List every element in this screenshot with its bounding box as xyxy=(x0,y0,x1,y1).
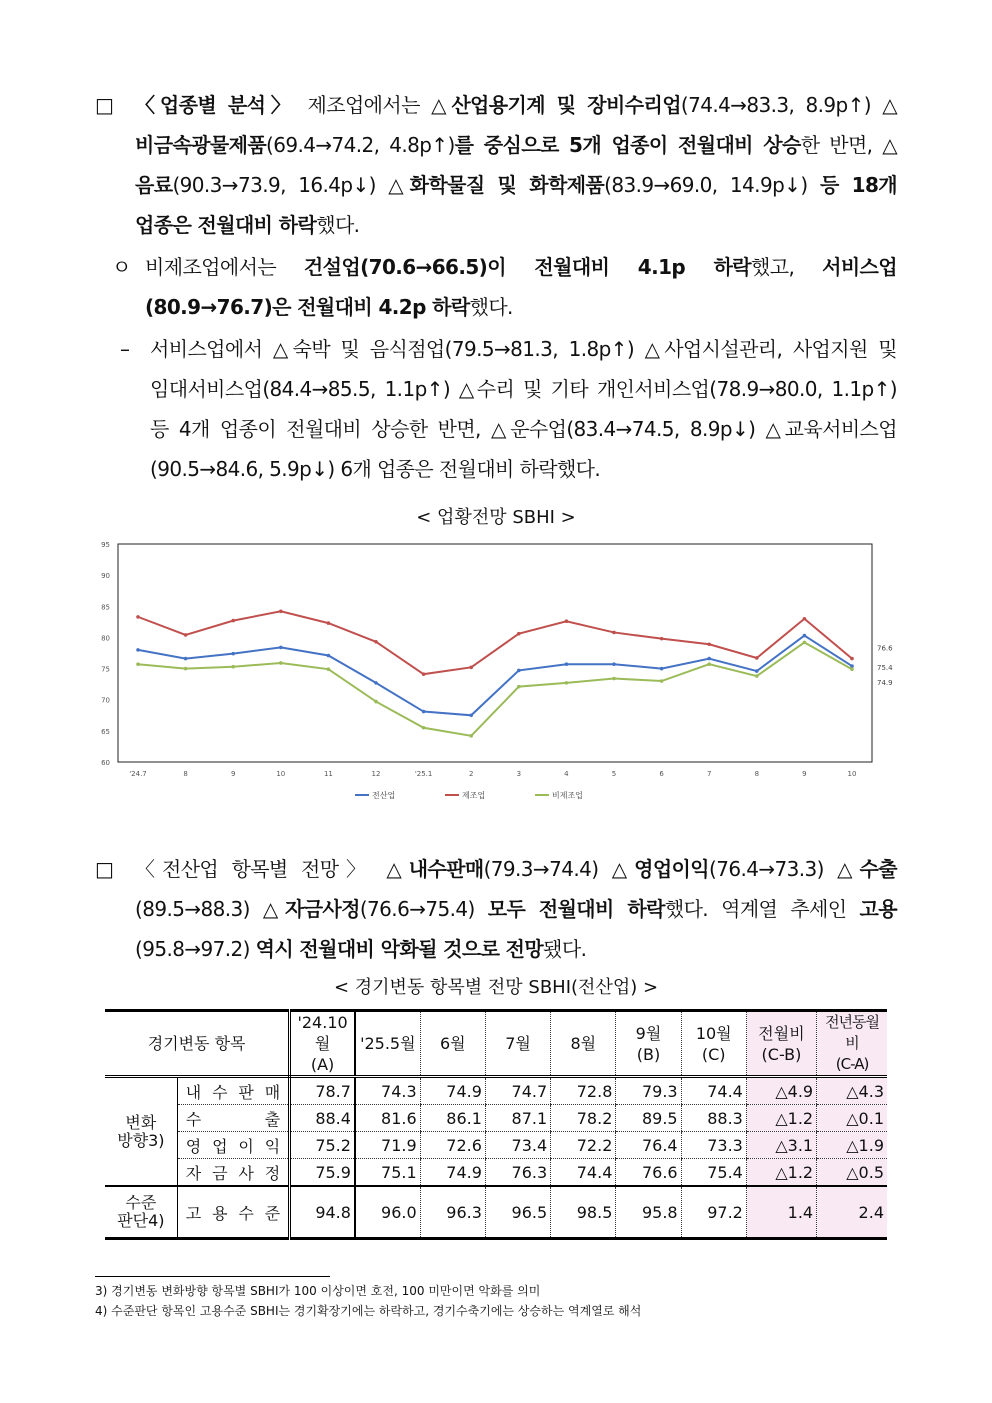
y-tick-label: 85 xyxy=(101,603,110,612)
text-run: (74.4→83.3, 8.9p↑) xyxy=(680,93,883,117)
data-point xyxy=(136,662,140,666)
data-point xyxy=(803,634,807,638)
industry-analysis-block xyxy=(95,85,897,245)
cell-value: 81.6 xyxy=(355,1105,420,1132)
text-run: △산업용기계 및 장비수리업 xyxy=(431,93,681,117)
text-run: 모두 전월대비 하락 xyxy=(487,897,665,921)
data-point xyxy=(612,631,616,635)
text-run: 역시 전월대비 악화될 것으로 전망 xyxy=(255,937,544,961)
text-run: △자금사정 xyxy=(262,897,360,921)
text-run: 한 반면, xyxy=(800,133,883,157)
cell-value: 71.9 xyxy=(355,1132,420,1159)
data-point xyxy=(374,640,378,644)
text-run: △음료 xyxy=(135,133,897,197)
text-run: (83.9→69.0, 14.9p↓) xyxy=(604,173,820,197)
cell-value: 73.4 xyxy=(485,1132,550,1159)
x-tick-label: 4 xyxy=(564,770,569,778)
table-row xyxy=(105,1186,887,1239)
cell-value: 86.1 xyxy=(420,1105,485,1132)
cell-value: 74.4 xyxy=(551,1159,616,1187)
x-tick-label: 8 xyxy=(754,770,760,778)
text-run: 건설업(70.6→66.5)이 전월대비 4.1p 하락 xyxy=(303,255,752,279)
y-tick-label: 75 xyxy=(101,665,110,674)
cell-value: 72.2 xyxy=(551,1132,616,1159)
column-header: 9월 (B) xyxy=(616,1011,681,1077)
data-point xyxy=(469,666,473,670)
data-point xyxy=(660,679,664,683)
cell-value: 74.4 xyxy=(681,1077,746,1105)
cell-value: 75.4 xyxy=(681,1159,746,1187)
header-row xyxy=(105,1011,887,1077)
cell-value: 75.9 xyxy=(290,1159,355,1187)
x-tick-label: 7 xyxy=(706,770,712,778)
cell-value: 74.3 xyxy=(355,1077,420,1105)
text-run: 했다. xyxy=(469,295,513,319)
data-point xyxy=(660,637,664,641)
data-point xyxy=(374,681,378,685)
data-point xyxy=(755,674,759,678)
data-point xyxy=(231,652,235,656)
data-point xyxy=(612,677,616,681)
x-tick-label: 10 xyxy=(847,770,857,778)
cell-value: 76.3 xyxy=(485,1159,550,1187)
data-point xyxy=(136,648,140,652)
non-manufacturing-block xyxy=(95,247,897,327)
cell-value: 94.8 xyxy=(290,1186,355,1239)
text-run: 등 18개 업종은 전월대비 하락 xyxy=(135,173,898,237)
group-label: 수준 판단4) xyxy=(105,1186,177,1239)
x-tick-label: '25.1 xyxy=(414,770,433,778)
data-point xyxy=(184,657,188,661)
cell-value: 96.3 xyxy=(420,1186,485,1239)
item-label: 내 수 판 매 xyxy=(177,1077,289,1105)
cell-value: △3.1 xyxy=(746,1132,816,1159)
x-tick-label: 6 xyxy=(659,770,664,778)
legend-label: 제조업 xyxy=(462,791,486,800)
data-point xyxy=(707,657,711,661)
table-row xyxy=(105,1077,887,1105)
data-point xyxy=(327,654,331,658)
text-run: (76.4→73.3) xyxy=(709,857,838,881)
y-tick-label: 80 xyxy=(101,634,110,643)
data-point xyxy=(565,662,569,666)
footnote-divider xyxy=(95,1276,330,1277)
text-run: (76.6→75.4) xyxy=(359,897,488,921)
bullet: – xyxy=(120,337,130,361)
x-tick-label: 8 xyxy=(183,770,188,778)
text-run: 〈전산업 항목별 전망〉 xyxy=(135,857,387,881)
end-data-label: 75.4 xyxy=(877,664,893,673)
data-point xyxy=(231,619,235,623)
services-block xyxy=(95,329,897,489)
cell-value: △0.5 xyxy=(817,1159,887,1187)
cell-value: 97.2 xyxy=(681,1186,746,1239)
column-header: '25.5월 xyxy=(355,1011,420,1077)
data-point xyxy=(565,619,569,623)
cell-value: 72.6 xyxy=(420,1132,485,1159)
data-point xyxy=(517,669,521,673)
cell-value: 1.4 xyxy=(746,1186,816,1239)
footnote-4: 4) 수준판단 항목인 고용수준 SBHI는 경기확장기에는 하락하고, 경기수축기에는 상승하는 역계열로 해석 xyxy=(95,1304,642,1318)
data-point xyxy=(850,667,854,671)
cell-value: 76.4 xyxy=(616,1132,681,1159)
cell-value: 96.0 xyxy=(355,1186,420,1239)
cell-value: 88.4 xyxy=(290,1105,355,1132)
x-tick-label: 5 xyxy=(611,770,617,778)
data-point xyxy=(184,667,188,671)
data-point xyxy=(279,661,283,665)
series-line-전산업 xyxy=(138,636,852,716)
industry-analysis-paragraph xyxy=(135,85,897,245)
cell-value: 87.1 xyxy=(485,1105,550,1132)
end-data-label: 76.6 xyxy=(877,644,893,653)
text-run: 제조업에서는 xyxy=(307,93,432,117)
y-tick-label: 65 xyxy=(101,727,110,736)
cell-value: △0.1 xyxy=(817,1105,887,1132)
cell-value: 79.3 xyxy=(616,1077,681,1105)
data-point xyxy=(755,669,759,673)
services-paragraph xyxy=(150,329,897,489)
sbhi-item-table xyxy=(105,1009,887,1240)
text-run: 를 중심으로 5개 업종이 전월대비 상승 xyxy=(454,133,801,157)
y-tick-label: 90 xyxy=(101,572,110,581)
data-point xyxy=(374,700,378,704)
cell-value: 76.6 xyxy=(616,1159,681,1187)
data-point xyxy=(850,657,854,661)
x-tick-label: 10 xyxy=(276,770,286,778)
table-caption: < 경기변동 항목별 전망 SBHI(전산업) > xyxy=(333,977,659,998)
data-point xyxy=(422,726,426,730)
text-run: 했고, xyxy=(751,255,823,279)
x-tick-label: 9 xyxy=(802,770,807,778)
cell-value: 75.2 xyxy=(290,1132,355,1159)
x-tick-label: 11 xyxy=(323,770,333,778)
text-run: 비제조업에서는 xyxy=(145,255,304,279)
data-point xyxy=(612,662,616,666)
data-point xyxy=(803,641,807,645)
footnote-3: 3) 경기변동 변화방향 항목별 SBHI가 100 이상이면 호전, 100 미만이면 악화를 의미 xyxy=(95,1284,541,1298)
column-header: 전월비 (C-B) xyxy=(746,1011,816,1077)
item-label: 수 출 xyxy=(177,1105,289,1132)
text-run: △수출 xyxy=(837,857,897,881)
table-row xyxy=(105,1105,887,1132)
text-run: 했다. xyxy=(316,213,360,237)
data-point xyxy=(422,672,426,676)
data-point xyxy=(517,685,521,689)
text-run: △화학물질 및 화학제품 xyxy=(388,173,605,197)
cell-value: 73.3 xyxy=(681,1132,746,1159)
column-header: 전년동월비 (C-A) xyxy=(817,1011,887,1077)
item-label: 고 용 수 준 xyxy=(177,1186,289,1239)
text-run: (69.4→74.2, 4.8p↑) xyxy=(266,133,455,157)
cell-value: 78.7 xyxy=(290,1077,355,1105)
text-run: 됐다. xyxy=(543,937,587,961)
data-point xyxy=(517,632,521,636)
cell-value: △1.2 xyxy=(746,1105,816,1132)
text-run: 서비스업에서 △숙박 및 음식점업(79.5→81.3, 1.8p↑) △사업시설관리, 사업지원 및 임대서비스업(84.4→85.5, 1.1p↑) △수리 및 기타 개인서비스업(78.9→80.0, 1.1p↑) 등 4개 업종이 전월대비 상승한 반면, △운수업(83.4→74.5, 8.9p↓) △교육서비스업(90.5→84.6, 5.9p↓) 6개 업종은 전월대비 하락했다. xyxy=(150,337,897,481)
legend-label: 전산업 xyxy=(372,791,396,800)
cell-value: 74.7 xyxy=(485,1077,550,1105)
bullet: ㅇ xyxy=(112,255,132,279)
bullet: □ xyxy=(95,857,114,881)
cell-value: 74.9 xyxy=(420,1159,485,1187)
legend-label: 비제조업 xyxy=(552,791,583,800)
text-run: 〈업종별 분석〉 xyxy=(135,93,308,117)
cell-value: 78.2 xyxy=(551,1105,616,1132)
y-tick-label: 95 xyxy=(101,541,110,549)
data-point xyxy=(469,713,473,717)
data-point xyxy=(707,642,711,646)
sbhi-line-chart xyxy=(90,537,902,809)
data-point xyxy=(279,609,283,613)
x-tick-label: '24.7 xyxy=(129,770,147,778)
data-point xyxy=(565,681,569,685)
cell-value: △4.9 xyxy=(746,1077,816,1105)
group-label: 변화 방향3) xyxy=(105,1077,177,1187)
cell-value: 88.3 xyxy=(681,1105,746,1132)
text-run: (90.3→73.9, 16.4p↓) xyxy=(172,173,389,197)
data-point xyxy=(279,646,283,650)
text-run: (79.3→74.4) xyxy=(483,857,612,881)
x-tick-label: 9 xyxy=(230,770,236,778)
column-header: 8월 xyxy=(551,1011,616,1077)
text-run: (95.8→97.2) xyxy=(135,937,256,961)
data-point xyxy=(136,615,140,619)
text-run: (89.5→88.3) xyxy=(135,897,263,921)
cell-value: 2.4 xyxy=(817,1186,887,1239)
text-run: △내수판매 xyxy=(386,857,484,881)
data-point xyxy=(803,617,807,621)
cell-value: △1.2 xyxy=(746,1159,816,1187)
non-manufacturing-paragraph xyxy=(145,247,897,327)
text-run: 서비스업(80.9→76.7)은 전월대비 4.2p 하락 xyxy=(145,255,897,319)
data-point xyxy=(422,710,426,714)
data-point xyxy=(707,662,711,666)
data-point xyxy=(469,734,473,738)
cell-value: 72.8 xyxy=(551,1077,616,1105)
text-run: △영업이익 xyxy=(611,857,709,881)
y-tick-label: 70 xyxy=(101,696,110,705)
y-tick-label: 60 xyxy=(101,759,110,767)
cell-value: 98.5 xyxy=(551,1186,616,1239)
series-line-제조업 xyxy=(138,611,852,674)
end-data-label: 74.9 xyxy=(877,679,893,688)
data-point xyxy=(327,667,331,671)
data-point xyxy=(327,621,331,625)
cell-value: △1.9 xyxy=(817,1132,887,1159)
item-outlook-paragraph xyxy=(135,849,897,969)
cell-value: △4.3 xyxy=(817,1077,887,1105)
text-run: △비금속광물제품 xyxy=(135,93,898,157)
item-label: 영 업 이 익 xyxy=(177,1132,289,1159)
table-row xyxy=(105,1159,887,1187)
cell-value: 89.5 xyxy=(616,1105,681,1132)
data-point xyxy=(660,667,664,671)
item-outlook-block xyxy=(95,849,897,969)
cell-value: 96.5 xyxy=(485,1186,550,1239)
text-run: 고용 xyxy=(859,897,897,921)
x-tick-label: 12 xyxy=(371,770,381,778)
x-tick-label: 3 xyxy=(516,770,522,778)
bullet: □ xyxy=(95,93,114,117)
text-run: 했다. 역계열 추세인 xyxy=(664,897,860,921)
header-item: 경기변동 항목 xyxy=(105,1011,290,1077)
column-header: 7월 xyxy=(485,1011,550,1077)
table-row xyxy=(105,1132,887,1159)
cell-value: 95.8 xyxy=(616,1186,681,1239)
column-header: 6월 xyxy=(420,1011,485,1077)
series-line-비제조업 xyxy=(138,642,852,735)
column-header: '24.10월 (A) xyxy=(290,1011,355,1077)
chart-caption: < 업황전망 SBHI > xyxy=(416,507,576,528)
item-label: 자 금 사 정 xyxy=(177,1159,289,1187)
data-point xyxy=(184,633,188,637)
cell-value: 75.1 xyxy=(355,1159,420,1187)
column-header: 10월 (C) xyxy=(681,1011,746,1077)
cell-value: 74.9 xyxy=(420,1077,485,1105)
data-point xyxy=(231,665,235,669)
x-tick-label: 2 xyxy=(468,770,474,778)
data-point xyxy=(755,656,759,660)
